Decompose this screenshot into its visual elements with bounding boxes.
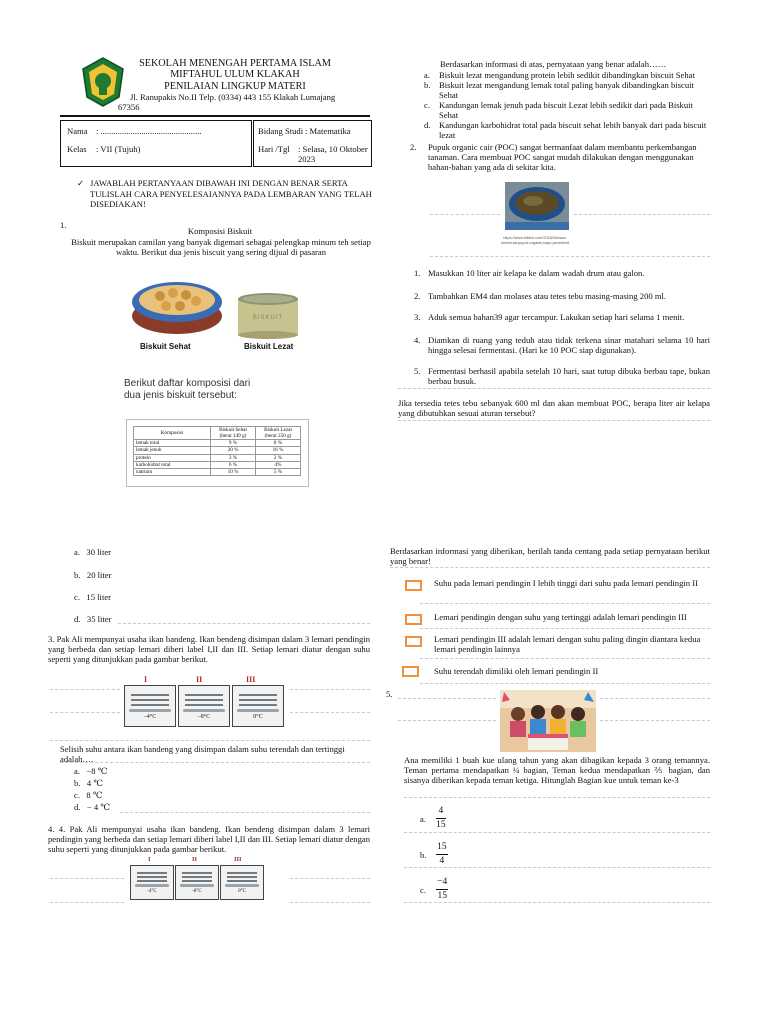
fridge-label-i: I (144, 675, 148, 684)
statement-checkbox-4[interactable] (402, 666, 419, 677)
q1-number: 1. (60, 220, 67, 230)
fridge-iii (220, 865, 264, 900)
q2-number: 2. (410, 142, 417, 152)
q3-option-a[interactable]: a. −8 ℃ (74, 766, 108, 776)
school-name-line2: MIFTAHUL ULUM KLAKAH (170, 69, 300, 81)
q5-text: Ana memiliki 1 buah kue ulang tahun yang akan dibagikan kepada 3 orang temannya. Teman pertama mendapatkan ¼ bagian, Teman kedua mendapatkan ⅖ bagian, dan sisanya diberikan kepada teman ketiga. Hitunglah Bagian kue untuk teman ke-3 (404, 755, 710, 786)
fridge-label-i: I (148, 856, 151, 863)
nama-label: Nama (67, 126, 88, 136)
table-intro-line2: dua jenis biskuit tersebut: (124, 390, 237, 401)
fridge-label-iii: III (234, 856, 242, 863)
q2-option-a[interactable]: a. 30 liter (74, 547, 112, 557)
kelas-value: : VII (Tujuh) (96, 144, 141, 154)
school-postcode: 67356 (118, 102, 140, 112)
q3-question: Selisih suhu antara ikan bandeng yang disimpan dalam suhu terendah dan tertinggi adalah…. (60, 744, 345, 765)
kelas-label: Kelas (67, 144, 87, 154)
label-biskuit-sehat: Biskuit Sehat (140, 342, 191, 351)
label-biskuit-lezat: Biskuit Lezat (244, 342, 294, 351)
table-row: natrium 10 % 5 % (134, 468, 301, 475)
biskuit-sehat-image (128, 276, 226, 338)
step-2: 2. Tambahkan EM4 dan molases atau tetes tebu masing-masing 200 ml. (414, 291, 667, 301)
table-row: lemak total 9 % 8 % (134, 440, 301, 447)
q4-fridges-image (128, 856, 264, 900)
fridge-ii (178, 685, 230, 727)
statement-4: Suhu terendah dimiliki oleh lemari pendingin II (434, 666, 599, 676)
fridge-label-ii: II (192, 856, 198, 863)
fridge-i (124, 685, 176, 727)
step-1: 1. Masukkan 10 liter air kelapa ke dalam wadah drum atau galon. (414, 268, 645, 278)
header-rule (60, 115, 370, 117)
statement-1: Suhu pada lemari pendingin I lebih tinggi dari suhu pada lemari pendingin II (434, 578, 698, 588)
q2-option-c[interactable]: c. 15 liter (74, 592, 112, 602)
statement-2: Lemari pendingin dengan suhu yang tertinggi adalah lemari pendingin III (434, 612, 687, 622)
step-3: 3. Aduk semua bahan39 agar tercampur. Lakukan setiap hari selama 1 menit. (414, 312, 685, 322)
q5-number: 5. (386, 689, 393, 699)
q3-option-c[interactable]: c. 8 ℃ (74, 790, 103, 800)
q3-text: 3. Pak Ali mempunyai usaha ikan bandeng. Ikan bendeng disimpan dalam 3 lemari pendingin yang berbeda dan setiap lemari diberi label I,II dan III. Setiap lemari diatur dengan suhu seperti yang ditunjukkan pada gambar berikut. (48, 634, 370, 665)
fraction: $\frac{15}{4}$ (437, 842, 447, 867)
table-row: lemak jenuh 20 % 16 % (134, 447, 301, 454)
q1-question: Berdasarkan informasi di atas, pernyataan yang benar adalah…… (440, 59, 667, 69)
biskuit-lezat-image (236, 291, 300, 339)
nama-field[interactable]: : ............................................... (96, 126, 202, 136)
step-4: 4. Diamkan di ruang yang teduh atau tidak terkena sinar matahari selama 10 hari hingga selesai fermentasi. (Hari ke 10 POC siap digunakan). (414, 335, 710, 356)
table-header-lezat: Biskuit Lezat (berat 250 g) (256, 427, 301, 440)
school-address: Jl. Ranupakis No.II Telp. (0334) 443 155 Klakah Lumajang (130, 92, 336, 102)
fraction: $\frac{-4}{15}$ (437, 877, 448, 902)
poc-image-caption: https://www.tribbin.com/2018/04/cara-membuat-pupuk-organik-kayu-penelersit (500, 236, 570, 245)
check-mark-icon: ✓ (77, 178, 85, 188)
q3-option-b[interactable]: b. 4 ℃ (74, 778, 103, 788)
fridge-label-ii: II (196, 675, 203, 684)
instruction-text: JAWABLAH PERTANYAAN DIBAWAH INI DENGAN BENAR SERTA TULISLAH CARA PENYELESAIANNYA PADA LEMBARAN YANG TELAH DISEDIAKAN! (90, 178, 372, 209)
composition-table-image (126, 419, 309, 487)
statement-checkbox-3[interactable] (405, 636, 422, 647)
fridge-temp-i: –4°C (143, 714, 157, 720)
statement-checkbox-1[interactable] (405, 580, 422, 591)
fridge-temp-ii: –8°C (197, 714, 211, 720)
fridge-temp-iii: 0°C (238, 889, 246, 894)
step-5: 5. Fermentasi berhasil apabila setelah 10 hari, saat tutup dibuka berbau tape, bukan berbau busuk. (414, 366, 710, 387)
fridge-temp-ii: -8°C (192, 889, 202, 894)
q1-option-b[interactable]: b. Biskuit lezat mengandung lemak total paling banyak dibandingkan biscuit Sehat (424, 80, 694, 101)
fridge-temp-i: -4°C (147, 889, 157, 894)
statement-3: Lemari pendingin III adalah lemari dengan suhu paling dingin diantara kedua lemari pendingin lainnya (434, 634, 701, 655)
fridge-label-iii: III (246, 675, 256, 684)
q2-text: Pupuk organic cair (POC) sangat bermanfaat dalam membantu perkembangan tanaman. Cara membuat POC sangat mudah dilakukan dengan menggunakan bahan-bahan yang ada di sekitar kita. (428, 142, 697, 173)
q4-intro: Berdasarkan informasi yang diberikan, berilah tanda centang pada setiap pernyataan berikut yang benar! (390, 546, 710, 567)
q2-option-b[interactable]: b. 20 liter (74, 570, 112, 580)
q5-option-a[interactable]: a. $\frac{4}{15}$ (420, 806, 446, 831)
fridge-iii (232, 685, 284, 727)
school-logo (81, 57, 125, 107)
q3-fridges-image (122, 675, 287, 727)
table-header-komposisi: Komposisi (134, 427, 211, 440)
bidang-label: Bidang Studi (258, 126, 304, 136)
hari-label: Hari /Tgl (258, 144, 290, 154)
q1-option-d[interactable]: d. Kandungan karbohidrat total pada biscuit sehat lebih banyak dari pada biscuit lezat (424, 120, 707, 141)
q3-option-d[interactable]: d. − 4 ℃ (74, 802, 110, 812)
fridge-temp-iii: 0°C (253, 714, 263, 720)
q5-option-c[interactable]: c. $\frac{-4}{15}$ (420, 877, 448, 902)
table-intro-line1: Berikut daftar komposisi dari (124, 378, 251, 389)
school-name-line1: SEKOLAH MENENGAH PERTAMA ISLAM (139, 58, 331, 69)
fridge-ii (175, 865, 219, 900)
fraction: $\frac{4}{15}$ (436, 806, 446, 831)
q1-title: Komposisi Biskuit (187, 226, 253, 236)
table-row: karbohidrat total 6 % 4% (134, 461, 301, 468)
q2-question: Jika tersedia tetes tebu sebanyak 600 ml dan akan membuat POC, berapa liter air kelapa yang dibutuhkan sesuai aturan tersebut? (398, 398, 710, 419)
table-header-sehat: Biskuit Sehat (berat 149 g) (211, 427, 256, 440)
birthday-party-image (500, 690, 596, 752)
q5-option-b[interactable]: b. $\frac{15}{4}$ (420, 842, 447, 867)
statement-checkbox-2[interactable] (405, 614, 422, 625)
table-row: protein 3 % 2 % (134, 454, 301, 461)
tin-label: BISKUIT (252, 315, 284, 321)
q4-text: 4. 4. Pak Ali mempunyai usaha ikan bandeng. Ikan bendeng disimpan dalam 3 lemari pendingin yang berbeda dan setiap lemari diberi label I,II dan III. Setiap lemari diatur dengan suhu seperti yang ditunjukkan pada gambar berikut. (48, 824, 370, 855)
hari-value: : Selasa, 10 Oktober 2023 (298, 144, 368, 165)
poc-drum-image (505, 182, 569, 230)
q1-option-a[interactable]: a. Biskuit lezat mengandung protein lebih sedikit dibandingkan biscuit Sehat (424, 70, 695, 80)
exam-title: PENILAIAN LINGKUP MATERI (164, 80, 306, 92)
q1-option-c[interactable]: c. Kandungan lemak jenuh pada biscuit Lezat lebih sedikit dari pada Biskuit Sehat (424, 100, 693, 121)
bidang-value: : Matematika (305, 126, 351, 136)
q2-option-d[interactable]: d. 35 liter (74, 614, 112, 624)
q1-text: Biskuit merupakan camilan yang banyak digemari sebagai pelengkap minum teh setiap waktu. Berikut dua jenis biscuit yang sering dijual di pasaran (71, 237, 371, 258)
fridge-i (130, 865, 174, 900)
